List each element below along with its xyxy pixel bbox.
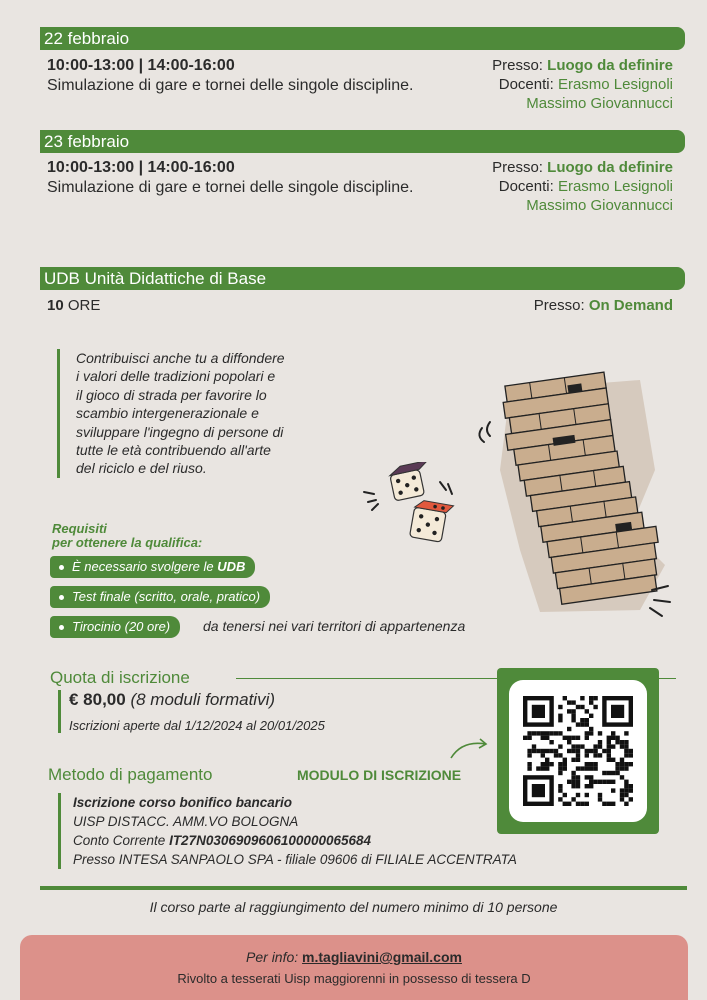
requirement-internship: Tirocinio (20 ore) [50,616,180,638]
location-value: Luogo da definire [547,159,673,176]
teachers-label: Docenti: [498,76,554,93]
session-2-info [47,158,413,198]
payment-title: Metodo di pagamento [48,765,213,784]
qr-code[interactable] [523,696,633,806]
contact-email[interactable]: m.tagliavini@gmail.com [302,949,462,965]
location-label: Presso: [492,57,543,74]
payment-details [58,793,517,869]
bottom-divider [40,886,687,890]
fee-amount: € 80,00 [69,690,126,709]
teachers-label: Docenti: [498,178,554,195]
location-value: Luogo da definire [547,57,673,74]
fee-modules: (8 moduli formativi) [130,690,276,709]
requirement-test: Test finale (scritto, orale, pratico) [50,586,270,608]
date-header-22-febbraio: 22 febbraio [40,27,685,50]
iban: IT27N0306909606100000065684 [169,833,372,848]
payment-line-1: Iscrizione corso bonifico bancario [73,795,293,810]
session-1-details [492,56,673,113]
session-time: 10:00-13:00 | 14:00-16:00 [47,159,235,176]
payment-line-3: Conto Corrente IT27N0306909606100000065684 [73,833,372,848]
payment-line-4: Presso INTESA SANPAOLO SPA - filiale 09606 di FILIALE ACCENTRATA [73,852,517,867]
session-description: Simulazione di gare e tornei delle singole discipline. [47,179,414,196]
fee-dates: Iscrizioni aperte dal 1/12/2024 al 20/01/2025 [69,718,325,733]
qr-code-frame[interactable] [497,668,659,834]
session-2-details [492,158,673,215]
session-description: Simulazione di gare e tornei delle singole discipline. [47,77,414,94]
udb-location: Presso: On Demand [533,297,673,314]
arrow-icon [448,736,492,762]
minimum-participants-notice: Il corso parte al raggiungimento del numero minimo di 10 persone [149,899,558,915]
intro-quote: Contribuisci anche tu a diffondere i valori delle tradizioni popolari e il gioco di strada per favorire lo scambio intergenerazionale e sviluppare l'ingegno di persone di tutte le età contribuendo all'arte del riciclo e del riuso. [57,349,327,478]
requirements-title: Requisiti per ottenere la qualifica: [52,521,203,550]
teacher-name: Erasmo Lesignoli [557,76,673,93]
dice-illustration [360,462,460,552]
teacher-name: Massimo Giovannucci [526,197,673,214]
teacher-name: Erasmo Lesignoli [557,178,673,195]
location-label: Presso: [492,159,543,176]
requirement-udb: È necessario svolgere le UDB [50,556,255,578]
date-header-23-febbraio: 23 febbraio [40,130,685,153]
payment-line-2: UISP DISTACC. AMM.VO BOLOGNA [73,814,299,829]
info-footer [20,935,688,1000]
session-1-info [47,56,413,96]
session-time: 10:00-13:00 | 14:00-16:00 [47,57,235,74]
teacher-name: Massimo Giovannucci [526,95,673,112]
udb-hours: 10 ORE [47,297,101,314]
fee-details [58,690,325,733]
fee-title: Quota di iscrizione [50,668,190,687]
internship-note: da tenersi nei vari territori di appartenenza [203,618,466,634]
jenga-tower-illustration [470,350,690,625]
footer-note: Rivolto a tesserati Uisp maggiorenni in possesso di tessera D [177,971,531,986]
registration-form-link[interactable]: MODULO DI ISCRIZIONE [297,767,462,783]
udb-header: UDB Unità Didattiche di Base [40,267,685,290]
info-label: Per info: [246,949,299,965]
